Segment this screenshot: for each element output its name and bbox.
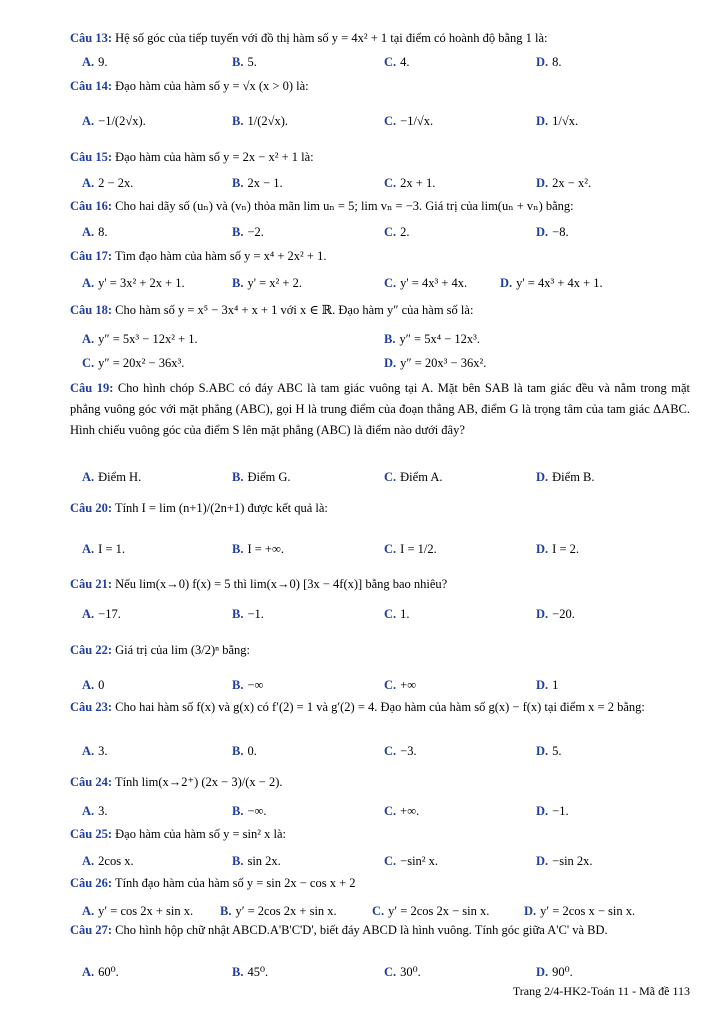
question-26 xyxy=(70,873,690,894)
question-label: Câu 14: xyxy=(70,79,113,93)
question-label: Câu 15: xyxy=(70,150,113,164)
question-label: Câu 13: xyxy=(70,31,113,45)
option-b[interactable]: B. y′ = 2cos 2x + sin x. xyxy=(220,904,337,918)
question-text: Đạo hàm của hàm số y = 2x − x² + 1 là: xyxy=(115,150,314,164)
option-c[interactable]: C. y' = 4x³ + 4x. xyxy=(384,276,468,290)
options-26 xyxy=(70,900,690,922)
option-d[interactable]: D. −20. xyxy=(536,607,575,621)
option-c[interactable]: C. Điểm A. xyxy=(384,470,443,484)
question-23 xyxy=(70,697,690,718)
option-b[interactable]: B. 1/(2√x). xyxy=(232,114,289,128)
options-18-ab xyxy=(70,328,690,350)
option-d[interactable]: D. y' = 4x³ + 4x + 1. xyxy=(500,276,603,290)
options-21 xyxy=(70,603,690,625)
option-d[interactable]: D. −sin 2x. xyxy=(536,854,593,868)
question-text: Cho hàm số y = x⁵ − 3x⁴ + x + 1 với x ∈ ℝ. Đạo hàm y″ của hàm số là: xyxy=(115,303,474,317)
question-text: Hệ số góc của tiếp tuyến với đồ thị hàm số y = 4x² + 1 tại điểm có hoành độ bằng 1 là: xyxy=(115,31,548,45)
question-label: Câu 25: xyxy=(70,827,113,841)
question-text: Tìm đạo hàm của hàm số y = x⁴ + 2x² + 1. xyxy=(114,249,327,263)
question-25 xyxy=(70,824,690,845)
option-c[interactable]: C. −3. xyxy=(384,744,417,758)
option-a[interactable]: A. 3. xyxy=(82,744,108,758)
option-a[interactable]: A. 3. xyxy=(82,804,108,818)
question-16 xyxy=(70,196,690,217)
options-25 xyxy=(70,850,690,872)
option-c[interactable]: C. 1. xyxy=(384,607,410,621)
question-text: Nếu lim(x→0) f(x) = 5 thì lim(x→0) [3x − 4f(x)] bằng bao nhiêu? xyxy=(115,577,448,591)
options-20 xyxy=(70,538,690,560)
option-a[interactable]: A. y′ = cos 2x + sin x. xyxy=(82,904,194,918)
option-c[interactable]: C. 2x + 1. xyxy=(384,176,436,190)
option-d[interactable]: D. 1/√x. xyxy=(536,114,579,128)
question-21 xyxy=(70,574,690,595)
option-a[interactable]: A. −1/(2√x). xyxy=(82,114,146,128)
option-b[interactable]: B. 2x − 1. xyxy=(232,176,283,190)
options-19 xyxy=(70,466,690,488)
question-20 xyxy=(70,498,690,519)
question-15 xyxy=(70,147,690,168)
question-label: Câu 23: xyxy=(70,700,113,714)
option-c[interactable]: C. 2. xyxy=(384,225,410,239)
option-a[interactable]: A. −17. xyxy=(82,607,121,621)
option-d[interactable]: D. Điểm B. xyxy=(536,470,595,484)
option-c[interactable]: C. 30⁰. xyxy=(384,965,421,979)
option-d[interactable]: D. 90⁰. xyxy=(536,965,573,979)
option-a[interactable]: A. 0 xyxy=(82,678,105,692)
option-c[interactable]: C. 4. xyxy=(384,55,410,69)
question-13 xyxy=(70,28,690,49)
question-label: Câu 18: xyxy=(70,303,113,317)
option-b[interactable]: B. 5. xyxy=(232,55,257,69)
question-text: Giá trị của lim (3/2)ⁿ bằng: xyxy=(115,643,250,657)
question-label: Câu 21: xyxy=(70,577,113,591)
option-c[interactable]: C. +∞. xyxy=(384,804,420,818)
options-24 xyxy=(70,800,690,822)
option-b[interactable]: B. −∞ xyxy=(232,678,264,692)
question-24 xyxy=(70,772,690,793)
option-a[interactable]: A. 8. xyxy=(82,225,108,239)
question-label: Câu 22: xyxy=(70,643,113,657)
option-a[interactable]: A. 2cos x. xyxy=(82,854,134,868)
option-a[interactable]: A. Điểm H. xyxy=(82,470,142,484)
option-c[interactable]: C. y″ = 20x² − 36x³. xyxy=(82,356,185,370)
question-text: Cho hình chóp S.ABC có đáy ABC là tam giác vuông tại A. Mặt bên SAB là tam giác đều và nằm trong mặt phẳng vuông góc với mặt phẳng (ABC), gọi H là trung điểm của đoạn thẳng AB, điểm G là trọng tâm của tam giác ΔABC. Hình chiếu vuông góc của điểm S lên mặt phẳng (ABC) là điểm nào dưới đây? xyxy=(70,381,690,437)
options-14 xyxy=(70,110,690,132)
option-d[interactable]: D. 1 xyxy=(536,678,559,692)
option-c[interactable]: C. +∞ xyxy=(384,678,417,692)
question-27 xyxy=(70,920,690,941)
option-b[interactable]: B. 45⁰. xyxy=(232,965,269,979)
options-13 xyxy=(70,51,690,73)
question-label: Câu 20: xyxy=(70,501,113,515)
option-c[interactable]: C. −sin² x. xyxy=(384,854,439,868)
question-label: Câu 27: xyxy=(70,923,113,937)
option-c[interactable]: C. −1/√x. xyxy=(384,114,434,128)
option-b[interactable]: B. −2. xyxy=(232,225,264,239)
question-text: Tính lim(x→2⁺) (2x − 3)/(x − 2). xyxy=(114,775,283,789)
question-label: Câu 16: xyxy=(70,199,113,213)
option-b[interactable]: B. sin 2x. xyxy=(232,854,281,868)
option-d[interactable]: D. 2x − x². xyxy=(536,176,592,190)
question-label: Câu 26: xyxy=(70,876,113,890)
question-text: Cho hình hộp chữ nhật ABCD.A'B'C'D', biết đáy ABCD là hình vuông. Tính góc giữa A'C' và BD. xyxy=(115,923,608,937)
option-d[interactable]: D. y″ = 20x³ − 36x². xyxy=(384,356,487,370)
option-a[interactable]: A. y' = 3x² + 2x + 1. xyxy=(82,276,185,290)
option-d[interactable]: D. −1. xyxy=(536,804,569,818)
option-a[interactable]: A. 2 − 2x. xyxy=(82,176,134,190)
options-17 xyxy=(70,272,690,294)
question-17 xyxy=(70,246,690,267)
options-27 xyxy=(70,961,690,983)
option-d[interactable]: D. −8. xyxy=(536,225,569,239)
option-b[interactable]: B. −∞. xyxy=(232,804,267,818)
question-text: Tính đạo hàm của hàm số y = sin 2x − cos x + 2 xyxy=(114,876,356,890)
question-22 xyxy=(70,640,690,661)
question-text: Cho hai dãy số (uₙ) và (vₙ) thỏa mãn lim uₙ = 5; lim vₙ = −3. Giá trị của lim(uₙ + vₙ) bằng: xyxy=(115,199,574,213)
page-footer: Trang 2/4-HK2-Toán 11 - Mã đề 113 xyxy=(512,984,690,998)
question-text: Cho hai hàm số f(x) và g(x) có f′(2) = 1 và g′(2) = 4. Đạo hàm của hàm số g(x) − f(x) tại điểm x = 2 bằng: xyxy=(115,700,645,714)
question-text: Đạo hàm của hàm số y = sin² x là: xyxy=(115,827,286,841)
option-a[interactable]: A. 9. xyxy=(82,55,108,69)
question-text: Tính I = lim (n+1)/(2n+1) được kết quả là: xyxy=(114,501,328,515)
options-23 xyxy=(70,740,690,762)
option-b[interactable]: B. y' = x² + 2. xyxy=(232,276,302,290)
option-d[interactable]: D. 5. xyxy=(536,744,562,758)
option-b[interactable]: B. −1. xyxy=(232,607,264,621)
option-c[interactable]: C. I = 1/2. xyxy=(384,542,437,556)
option-a[interactable]: A. 60⁰. xyxy=(82,965,119,979)
option-d[interactable]: D. I = 2. xyxy=(536,542,579,556)
option-c[interactable]: C. y′ = 2cos 2x − sin x. xyxy=(372,904,490,918)
option-d[interactable]: D. y′ = 2cos x − sin x. xyxy=(524,904,636,918)
option-b[interactable]: B. I = +∞. xyxy=(232,542,285,556)
option-b[interactable]: B. y″ = 5x⁴ − 12x³. xyxy=(384,332,481,346)
option-a[interactable]: A. y″ = 5x³ − 12x² + 1. xyxy=(82,332,198,346)
question-text: Đạo hàm của hàm số y = √x (x > 0) là: xyxy=(115,79,309,93)
question-14 xyxy=(70,76,690,97)
question-19 xyxy=(70,378,690,441)
options-22 xyxy=(70,674,690,696)
question-label: Câu 19: xyxy=(70,381,114,395)
option-b[interactable]: B. 0. xyxy=(232,744,257,758)
option-a[interactable]: A. I = 1. xyxy=(82,542,125,556)
question-label: Câu 24: xyxy=(70,775,113,789)
options-18-cd xyxy=(70,352,690,374)
options-16 xyxy=(70,221,690,243)
question-18 xyxy=(70,300,690,321)
options-15 xyxy=(70,172,690,194)
question-label: Câu 17: xyxy=(70,249,113,263)
option-d[interactable]: D. 8. xyxy=(536,55,562,69)
option-b[interactable]: B. Điểm G. xyxy=(232,470,291,484)
